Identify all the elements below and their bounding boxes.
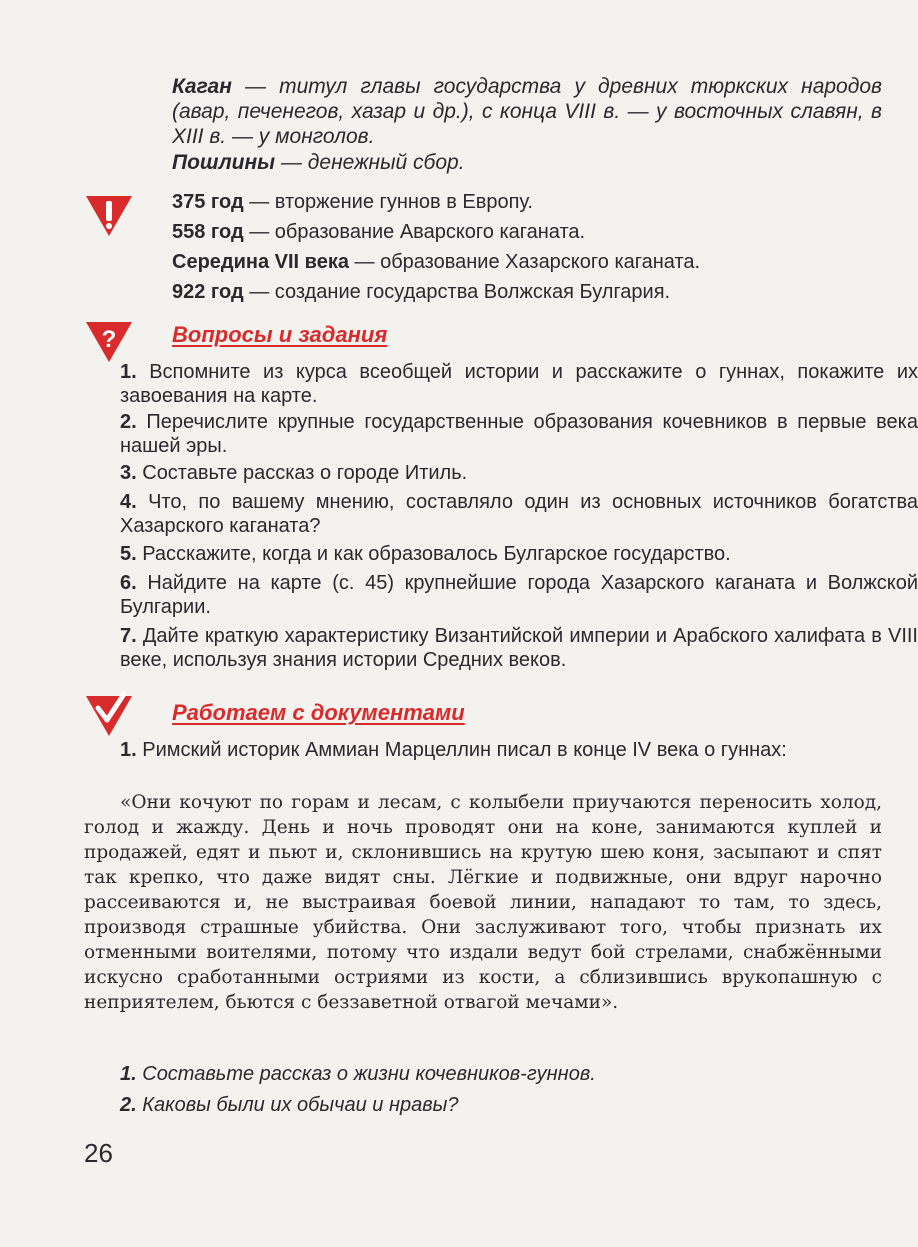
question-item (84, 542, 918, 566)
date-event: — вторжение гуннов в Европу. (243, 191, 533, 213)
section-title-questions: Вопросы и задания (172, 322, 388, 347)
task-number: 1. (120, 1063, 137, 1085)
question-item (84, 490, 918, 538)
date-label: 922 год (172, 281, 244, 303)
question-number: 5. (120, 543, 137, 565)
task-text: Составьте рассказ о жизни кочевников-гуннов. (136, 1063, 596, 1085)
glossary-entry-kagan (172, 74, 882, 149)
question-number: 2. (120, 411, 137, 433)
quote-text: «Они кочуют по горам и лесам, с колыбели приучаются переносить холод, голод и жажду. День и ночь проводят они на коне, занимаются куплей и продажей, едят и пьют и, склонившись на крутую шею коня, засыпают и спят так крепко, что даже видят сны. Лёгкие и подвижные, они вдруг нарочно рассеиваются и, не выстраивая боевой линии, нападают то там, то здесь, производя страшные убийства. Они заслуживают того, чтобы признать их отменными воителями, потому что издали ведут бой стрелами, снабжёнными искусно сработанными остриями из кости, а сблизившись врукопашную с неприятелем, бьются с беззаветной отвагой мечами». (84, 792, 882, 1013)
date-label: Середина VII века (172, 251, 349, 273)
exclamation-icon (84, 190, 134, 240)
date-entry (172, 280, 670, 304)
question-text: Перечислите крупные государственные образования кочевников в первые века нашей эры. (120, 411, 918, 457)
question-text: Составьте рассказ о городе Итиль. (136, 462, 468, 484)
date-entry (172, 190, 533, 214)
glossary-entry-poshliny (172, 150, 882, 175)
question-item (84, 461, 918, 485)
date-event: — создание государства Волжская Булгария. (243, 281, 671, 303)
question-item (84, 410, 918, 458)
page-number: 26 (84, 1138, 113, 1168)
question-text: Дайте краткую характеристику Византийской империи и Арабского халифата в VIII веке, используя знания истории Средних веков. (120, 625, 918, 671)
task-text: Каковы были их обычаи и нравы? (136, 1094, 459, 1116)
document-intro (84, 738, 918, 762)
question-text: Что, по вашему мнению, составляло один из основных источников богатства Хазарского каганата? (120, 491, 918, 537)
historical-quote (84, 790, 882, 1015)
svg-text:?: ? (101, 326, 117, 353)
task-number: 2. (120, 1094, 137, 1116)
glossary-term: Пошлины (172, 151, 276, 174)
date-label: 558 год (172, 221, 244, 243)
document-intro-text: Римский историк Аммиан Марцеллин писал в конце IV века о гуннах: (136, 739, 787, 761)
document-task (120, 1062, 596, 1086)
question-number: 3. (120, 462, 137, 484)
question-item (84, 360, 918, 408)
date-entry (172, 250, 700, 274)
question-number: 7. (120, 625, 137, 647)
date-event: — образование Аварского каганата. (243, 221, 586, 243)
document-task (120, 1093, 459, 1117)
question-item (84, 571, 918, 619)
question-text: Расскажите, когда и как образовалось Булгарское государство. (136, 543, 731, 565)
question-text: Найдите на карте (с. 45) крупнейшие города Хазарского каганата и Волжской Булгарии. (120, 572, 918, 618)
section-title-documents: Работаем с документами (172, 700, 465, 725)
document-number: 1. (120, 739, 137, 761)
question-number: 4. (120, 491, 137, 513)
glossary-term: Каган (172, 75, 232, 98)
question-icon (84, 316, 134, 366)
date-entry (172, 220, 585, 244)
question-number: 1. (120, 361, 137, 383)
question-number: 6. (120, 572, 137, 594)
date-label: 375 год (172, 191, 244, 213)
question-item (84, 624, 918, 672)
checkmark-icon (84, 690, 134, 740)
glossary-definition: — титул главы государства у древних тюркских народов (авар, печенегов, хазар и др.), с конца VIII в. — у восточных славян, в XIII в. — у монголов. (172, 75, 882, 148)
question-text: Вспомните из курса всеобщей истории и расскажите о гуннах, покажите их завоевания на карте. (120, 361, 918, 407)
date-event: — образование Хазарского каганата. (348, 251, 701, 273)
glossary-definition: — денежный сбор. (275, 151, 465, 174)
